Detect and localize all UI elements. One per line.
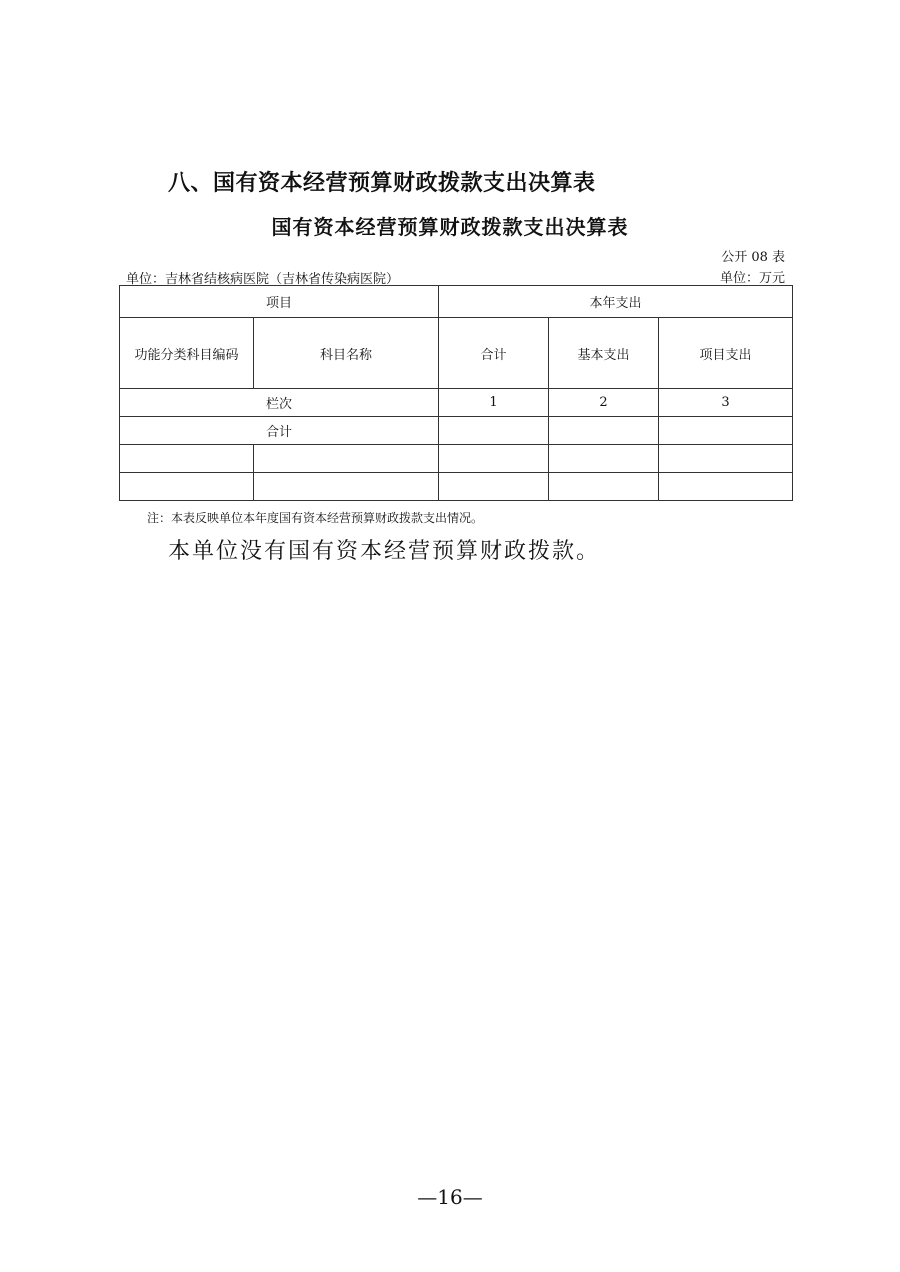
- empty-cell: [549, 445, 659, 473]
- empty-cell: [120, 445, 254, 473]
- table-row-index: [120, 389, 793, 417]
- row-index-label: 栏次: [120, 389, 439, 417]
- total-cell-project: [659, 417, 793, 445]
- column-header-code: 功能分类科目编码: [120, 318, 254, 389]
- total-cell-sum: [439, 417, 549, 445]
- empty-cell: [120, 473, 254, 501]
- unit-organization: 单位：吉林省结核病医院（吉林省传染病医院）: [126, 272, 400, 287]
- header-current-year: 本年支出: [439, 286, 793, 318]
- table-subheader-row: [120, 318, 793, 389]
- table-row-empty: [120, 473, 793, 501]
- empty-cell: [659, 445, 793, 473]
- table-header-row: [120, 286, 793, 318]
- expenditure-table: [119, 285, 793, 501]
- no-funding-statement: 本单位没有国有资本经营预算财政拨款。: [168, 539, 601, 564]
- table-note: 注：本表反映单位本年度国有资本经营预算财政拨款支出情况。: [147, 511, 484, 525]
- empty-cell: [439, 473, 549, 501]
- page-number: —16—: [417, 1185, 483, 1209]
- column-header-total: 合计: [439, 318, 549, 389]
- index-cell-1: 1: [439, 389, 549, 417]
- form-number: 公开 08 表: [721, 250, 785, 265]
- column-header-name: 科目名称: [254, 318, 439, 389]
- table-row-empty: [120, 445, 793, 473]
- unit-currency: 单位：万元: [719, 271, 785, 286]
- index-cell-2: 2: [549, 389, 659, 417]
- index-cell-3: 3: [659, 389, 793, 417]
- column-header-project: 项目支出: [659, 318, 793, 389]
- empty-cell: [439, 445, 549, 473]
- total-cell-basic: [549, 417, 659, 445]
- empty-cell: [549, 473, 659, 501]
- row-total-label: 合计: [120, 417, 439, 445]
- empty-cell: [254, 473, 439, 501]
- empty-cell: [254, 445, 439, 473]
- empty-cell: [659, 473, 793, 501]
- table-row-total: [120, 417, 793, 445]
- table-title: 国有资本经营预算财政拨款支出决算表: [271, 215, 629, 239]
- section-heading: 八、国有资本经营预算财政拨款支出决算表: [168, 171, 596, 196]
- header-project: 项目: [120, 286, 439, 318]
- column-header-basic: 基本支出: [549, 318, 659, 389]
